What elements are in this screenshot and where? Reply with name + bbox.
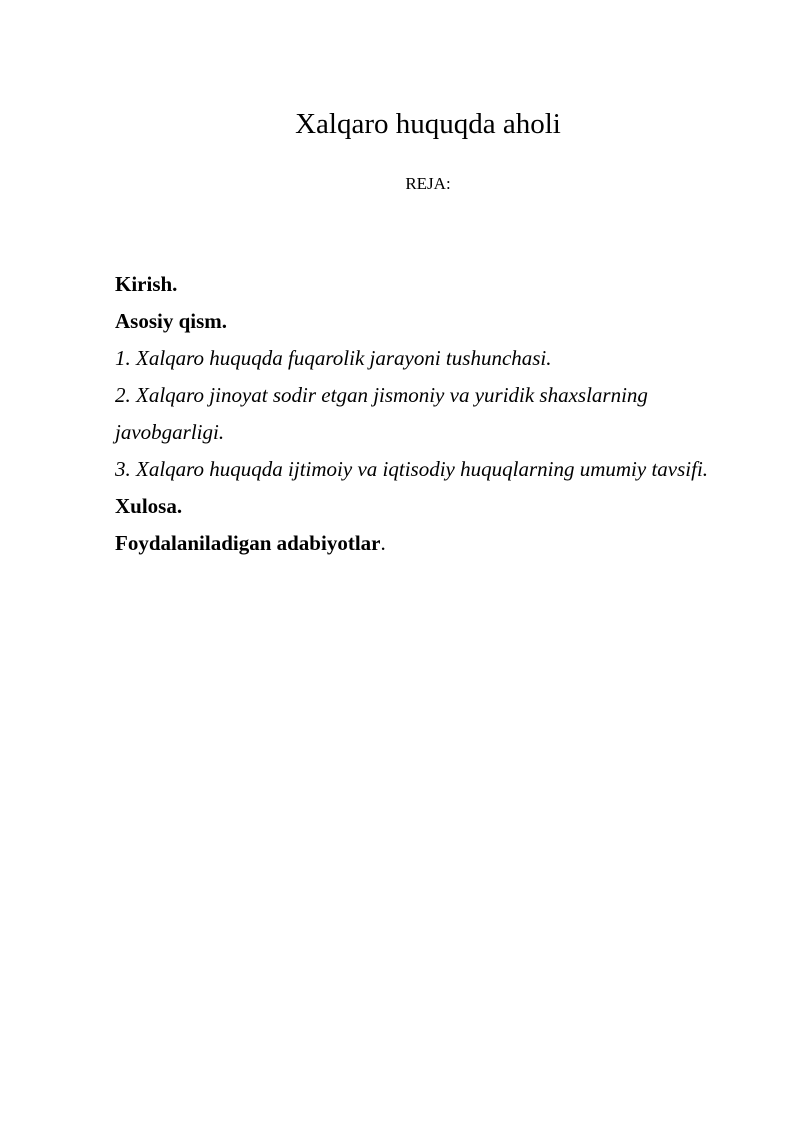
- references-label: Foydalaniladigan adabiyotlar: [115, 531, 381, 555]
- document-title: Xalqaro huquqda aholi: [295, 108, 561, 140]
- outline-item-3: 3. Xalqaro huquqda ijtimoiy va iqtisodiy huquqlarning umumiy tavsifi.: [115, 457, 709, 481]
- outline-item-main-part: Asosiy qism.: [115, 309, 228, 333]
- plan-heading: REJA:: [405, 174, 451, 193]
- plan-outline: [115, 266, 735, 562]
- outline-item-references: [115, 525, 735, 562]
- references-period: .: [380, 531, 386, 555]
- outline-item-intro: Kirish.: [115, 272, 178, 296]
- outline-item-1: 1. Xalqaro huquqda fuqarolik jarayoni tushunchasi.: [115, 346, 552, 370]
- outline-item-2: 2. Xalqaro jinoyat sodir etgan jismoniy va yuridik shaxslarning javobgarligi.: [115, 383, 648, 444]
- outline-item-conclusion: Xulosa.: [115, 494, 183, 518]
